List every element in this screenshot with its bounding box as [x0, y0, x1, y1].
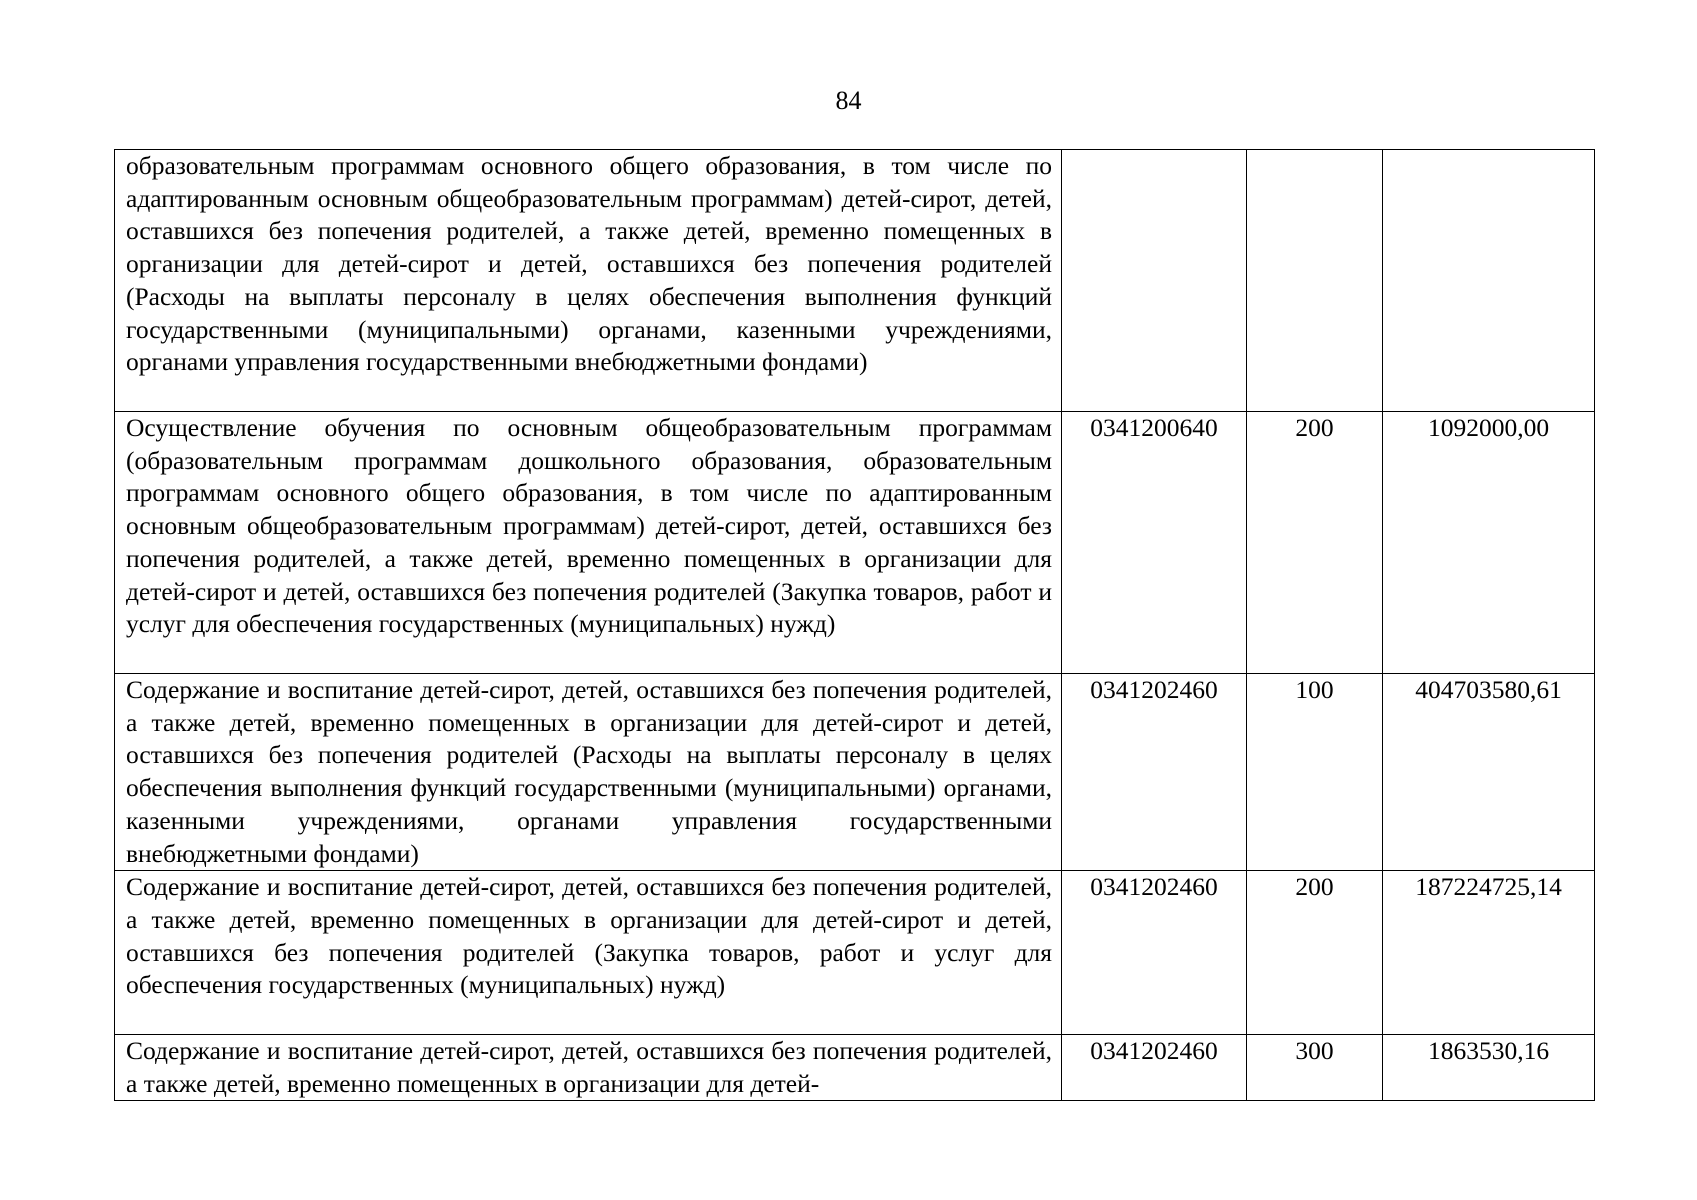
row-target-code: 0341202460 — [1062, 1035, 1247, 1101]
page-number: 84 — [835, 86, 862, 115]
row-target-code: 0341200640 — [1062, 412, 1247, 674]
row-expense-type — [1247, 150, 1383, 412]
row-amount: 1092000,00 — [1383, 412, 1595, 674]
table-row — [115, 150, 1595, 412]
row-expense-type: 100 — [1247, 674, 1383, 871]
row-description: образовательным программам основного общего образования, в том числе по адаптированным основным общеобразовательным программам) детей-сирот, детей, оставшихся без попечения родителей, а также детей, временно помещенных в организации для детей-сирот и детей, оставшихся без попечения родителей (Расходы на выплаты персоналу в целях обеспечения выполнения функций государственными (муниципальными) органами, казенными учреждениями, органами управления государственными внебюджетными фондами) — [115, 150, 1062, 412]
row-description: Содержание и воспитание детей-сирот, детей, оставшихся без попечения родителей, а также детей, временно помещенных в организации для детей-сирот и детей, оставшихся без попечения родителей (Расходы на выплаты персоналу в целях обеспечения выполнения функций государственными (муниципальными) органами, казенными учреждениями, органами управления государственными внебюджетными фондами) — [115, 674, 1062, 871]
table-row — [115, 412, 1595, 674]
row-description: Содержание и воспитание детей-сирот, детей, оставшихся без попечения родителей, а также детей, временно помещенных в организации для детей-сирот и детей, оставшихся без попечения родителей (Закупка товаров, работ и услуг для обеспечения государственных (муниципальных) нужд) — [115, 871, 1062, 1035]
row-expense-type: 200 — [1247, 412, 1383, 674]
row-amount — [1383, 150, 1595, 412]
row-target-code — [1062, 150, 1247, 412]
budget-table — [114, 149, 1595, 1101]
row-description-cell — [115, 1035, 1062, 1101]
table-row — [115, 1035, 1595, 1101]
row-target-code: 0341202460 — [1062, 871, 1247, 1035]
row-amount: 187224725,14 — [1383, 871, 1595, 1035]
row-description: Осуществление обучения по основным общеобразовательным программам (образовательным программам дошкольного образования, образовательным программам основного общего образования, в том числе по адаптированным основным общеобразовательным программам) детей-сирот, детей, оставшихся без попечения родителей, а также детей, временно помещенных в организации для детей-сирот и детей, оставшихся без попечения родителей (Закупка товаров, работ и услуг для обеспечения государственных (муниципальных) нужд) — [115, 412, 1062, 674]
row-target-code: 0341202460 — [1062, 674, 1247, 871]
row-expense-type: 300 — [1247, 1035, 1383, 1101]
table-row — [115, 871, 1595, 1035]
row-amount: 1863530,16 — [1383, 1035, 1595, 1101]
table-row — [115, 674, 1595, 871]
row-amount: 404703580,61 — [1383, 674, 1595, 871]
row-description: Содержание и воспитание детей-сирот, детей, оставшихся без попечения родителей, а также детей, временно помещенных в организации для детей- — [126, 1036, 1052, 1098]
row-expense-type: 200 — [1247, 871, 1383, 1035]
